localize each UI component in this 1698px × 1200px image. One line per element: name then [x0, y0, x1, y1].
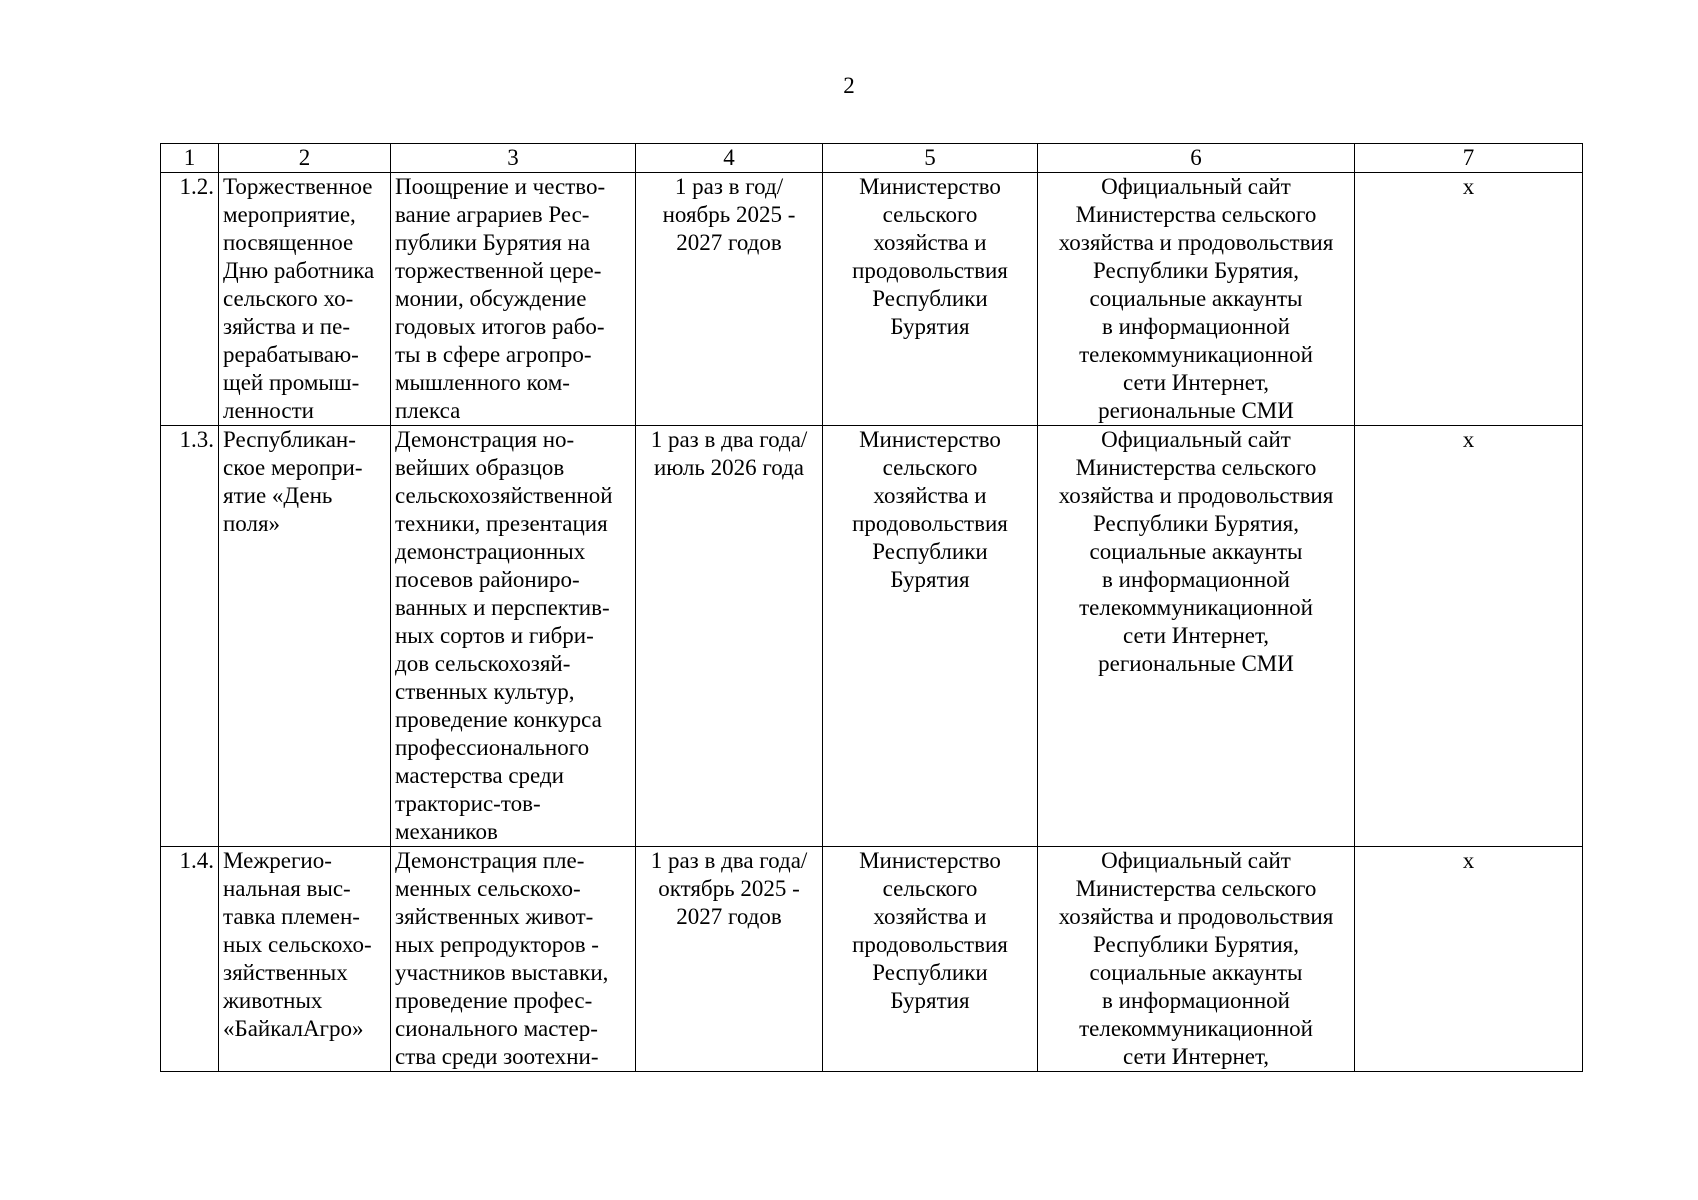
event-name: Республикан- ское меропри- ятие «День поля»: [219, 426, 391, 847]
event-media: Официальный сайт Министерства сельского хозяйства и продовольствия Республики Бурятия, социальные аккаунты в информационной телекоммуникационной сети Интернет, региональные СМИ: [1038, 426, 1355, 847]
table-row: [161, 426, 1583, 847]
event-organizer: Министерство сельского хозяйства и продовольствия Республики Бурятия: [823, 173, 1038, 426]
events-table: [160, 143, 1583, 1072]
event-media: Официальный сайт Министерства сельского хозяйства и продовольствия Республики Бурятия, социальные аккаунты в информационной телекоммуникационной сети Интернет,: [1038, 847, 1355, 1072]
event-frequency: 1 раз в год/ ноябрь 2025 - 2027 годов: [636, 173, 823, 426]
event-description: Демонстрация но- вейших образцов сельскохозяйственной техники, презентация демонстрационных посевов райониро- ванных и перспектив- ных сортов и гибри- дов сельскохозяй- ственных культур, проведение конкурса профессионального мастерства среди тракторис-тов- механиков: [391, 426, 636, 847]
column-header: 5: [823, 144, 1038, 173]
event-organizer: Министерство сельского хозяйства и продовольствия Республики Бурятия: [823, 847, 1038, 1072]
column-header: 6: [1038, 144, 1355, 173]
event-name: Межрегио- нальная выс- тавка племен- ных сельскохо- зяйственных животных «БайкалАгро»: [219, 847, 391, 1072]
event-media: Официальный сайт Министерства сельского хозяйства и продовольствия Республики Бурятия, социальные аккаунты в информационной телекоммуникационной сети Интернет, региональные СМИ: [1038, 173, 1355, 426]
column-header: 3: [391, 144, 636, 173]
event-frequency: 1 раз в два года/ октябрь 2025 - 2027 годов: [636, 847, 823, 1072]
column-header: 7: [1355, 144, 1583, 173]
event-organizer: Министерство сельского хозяйства и продовольствия Республики Бурятия: [823, 426, 1038, 847]
event-description: Поощрение и чество- вание аграриев Рес- публики Бурятия на торжественной цере- монии, обсуждение годовых итогов рабо- ты в сфере агропро- мышленного ком- плекса: [391, 173, 636, 426]
row-number: 1.2.: [161, 173, 219, 426]
event-description: Демонстрация пле- менных сельскохо- зяйственных живот- ных репродукторов - участников выставки, проведение профес- сионального мастер- ства среди зоотехни-: [391, 847, 636, 1072]
page-number: 2: [843, 73, 855, 98]
event-note: х: [1355, 173, 1583, 426]
column-header: 1: [161, 144, 219, 173]
table-row: [161, 173, 1583, 426]
event-note: х: [1355, 847, 1583, 1072]
event-frequency: 1 раз в два года/ июль 2026 года: [636, 426, 823, 847]
event-note: х: [1355, 426, 1583, 847]
row-number: 1.3.: [161, 426, 219, 847]
column-header: 4: [636, 144, 823, 173]
column-header: 2: [219, 144, 391, 173]
event-name: Торжественное мероприятие, посвященное Дню работника сельского хо- зяйства и пе- рерабатываю- щей промыш- ленности: [219, 173, 391, 426]
table-header-row: [161, 144, 1583, 173]
table-row: [161, 847, 1583, 1072]
row-number: 1.4.: [161, 847, 219, 1072]
